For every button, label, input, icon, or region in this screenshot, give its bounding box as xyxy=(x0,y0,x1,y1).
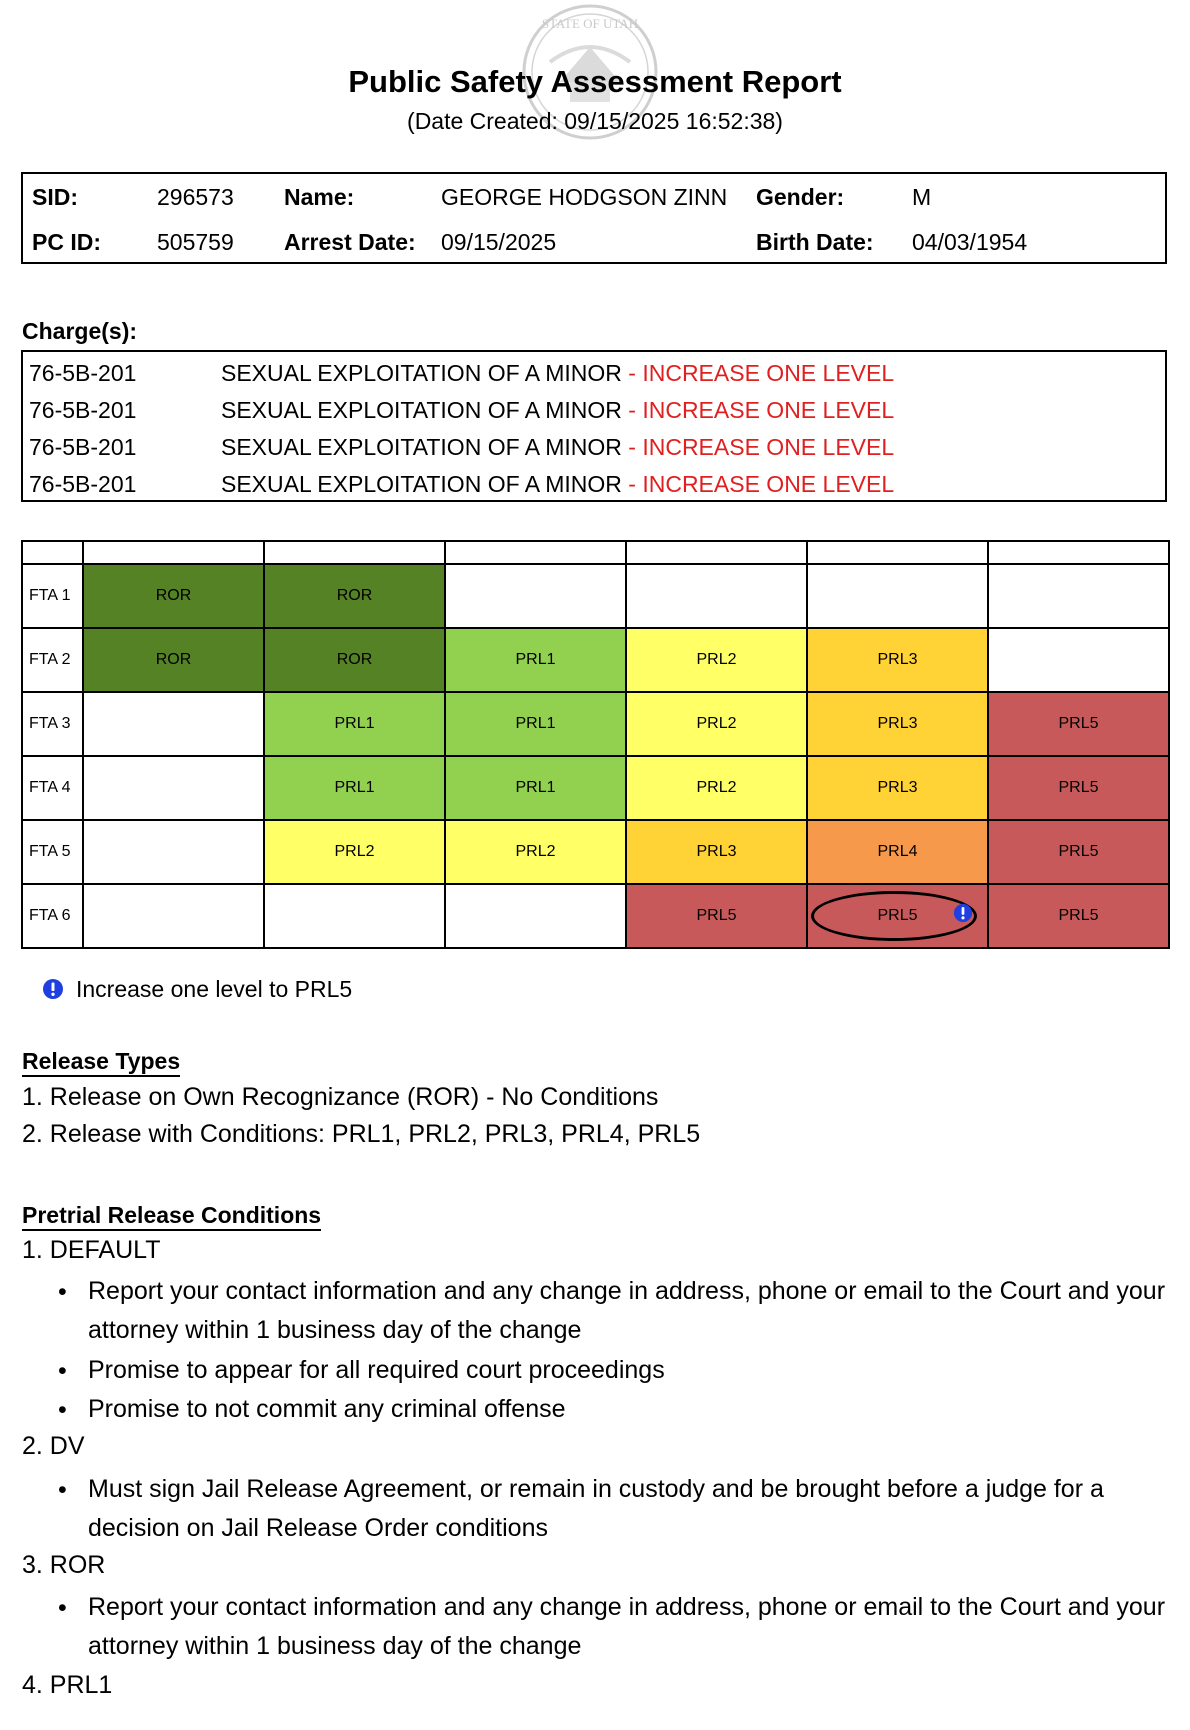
date-created: (Date Created: 09/15/2025 16:52:38) xyxy=(407,108,783,134)
matrix-cell-value: ROR xyxy=(155,651,192,668)
release-matrix xyxy=(21,540,1170,949)
matrix-row-label: FTA 6 xyxy=(22,884,83,948)
increase-note xyxy=(42,976,352,1003)
matrix-cell xyxy=(264,564,445,628)
matrix-cell xyxy=(626,628,807,692)
condition-group-title: 3. ROR xyxy=(22,1551,106,1579)
charge-description: SEXUAL EXPLOITATION OF A MINOR xyxy=(221,397,622,423)
arrest-date-value: 09/15/2025 xyxy=(441,229,557,255)
birth-date-label: Birth Date: xyxy=(756,229,874,255)
matrix-cell-value: PRL2 xyxy=(696,779,737,796)
matrix-cell-value: ROR xyxy=(155,587,192,604)
matrix-cell xyxy=(83,884,264,948)
matrix-cell-value: PRL3 xyxy=(877,715,918,732)
condition-group-title: 1. DEFAULT xyxy=(22,1236,161,1264)
matrix-cell xyxy=(807,628,988,692)
matrix-cell-value: PRL2 xyxy=(515,843,556,860)
condition-group-title: 2. DV xyxy=(22,1432,85,1460)
matrix-cell xyxy=(807,564,988,628)
matrix-cell xyxy=(445,564,626,628)
matrix-cell xyxy=(626,884,807,948)
matrix-cell xyxy=(83,692,264,756)
condition-item: Report your contact information and any change in address, phone or email to the Court and your attorney within 1 business day of the change xyxy=(88,1277,1166,1344)
bullet-marker: • xyxy=(58,1396,67,1424)
bullet-marker: • xyxy=(58,1278,67,1306)
conditions-heading: Pretrial Release Conditions xyxy=(22,1202,321,1231)
matrix-cell xyxy=(83,756,264,820)
arrest-date-label: Arrest Date: xyxy=(284,229,416,255)
alert-icon xyxy=(953,903,973,923)
matrix-cell-value: PRL5 xyxy=(1058,907,1099,924)
matrix-row xyxy=(22,628,1169,692)
matrix-cell xyxy=(264,756,445,820)
matrix-cell xyxy=(807,692,988,756)
svg-text:STATE OF UTAH: STATE OF UTAH xyxy=(541,16,639,31)
matrix-row xyxy=(22,820,1169,884)
name-label: Name: xyxy=(284,184,355,210)
matrix-header-cell xyxy=(264,541,445,564)
condition-item: Promise to appear for all required court proceedings xyxy=(88,1356,665,1384)
matrix-cell-value: PRL2 xyxy=(696,651,737,668)
charge-increase-flag: - INCREASE ONE LEVEL xyxy=(621,434,895,460)
matrix-cell xyxy=(626,756,807,820)
report-title: Public Safety Assessment Report xyxy=(348,64,842,99)
matrix-row-label: FTA 4 xyxy=(22,756,83,820)
matrix-cell-value: PRL1 xyxy=(334,779,375,796)
matrix-cell-value: PRL5 xyxy=(1058,843,1099,860)
condition-group-title: 4. PRL1 xyxy=(22,1671,113,1699)
name-value: GEORGE HODGSON ZINN xyxy=(441,184,728,210)
matrix-cell xyxy=(807,756,988,820)
matrix-cell xyxy=(264,628,445,692)
sid-value: 296573 xyxy=(157,184,234,210)
matrix-cell xyxy=(626,820,807,884)
charges-label: Charge(s): xyxy=(22,318,138,344)
matrix-cell-value: PRL1 xyxy=(515,651,556,668)
release-types-heading: Release Types xyxy=(22,1048,180,1077)
matrix-cell xyxy=(445,692,626,756)
matrix-cell-value: PRL5 xyxy=(877,907,918,924)
matrix-cell-value: PRL1 xyxy=(334,715,375,732)
charge-description: SEXUAL EXPLOITATION OF A MINOR xyxy=(221,360,622,386)
matrix-cell xyxy=(83,564,264,628)
matrix-row xyxy=(22,564,1169,628)
matrix-cell-value: PRL1 xyxy=(515,715,556,732)
matrix-cell xyxy=(445,820,626,884)
matrix-cell-value: PRL2 xyxy=(696,715,737,732)
matrix-cell xyxy=(807,820,988,884)
matrix-cell xyxy=(445,756,626,820)
matrix-cell-value: ROR xyxy=(336,651,373,668)
matrix-row xyxy=(22,692,1169,756)
matrix-cell xyxy=(988,884,1169,948)
charge-code: 76-5B-201 xyxy=(29,360,137,386)
matrix-row xyxy=(22,884,1169,948)
matrix-cell-value: PRL1 xyxy=(515,779,556,796)
matrix-cell-value: PRL5 xyxy=(1058,779,1099,796)
matrix-cell xyxy=(264,820,445,884)
charge-description: SEXUAL EXPLOITATION OF A MINOR xyxy=(221,434,622,460)
matrix-row-label: FTA 3 xyxy=(22,692,83,756)
matrix-header-row xyxy=(22,541,1169,564)
bullet-marker: • xyxy=(58,1357,67,1385)
gender-value: M xyxy=(912,184,932,210)
matrix-cell xyxy=(988,564,1169,628)
release-type-item: 2. Release with Conditions: PRL1, PRL2, PRL3, PRL4, PRL5 xyxy=(22,1120,701,1148)
sid-label: SID: xyxy=(32,184,78,210)
matrix-cell xyxy=(83,820,264,884)
condition-item: Report your contact information and any change in address, phone or email to the Court and your attorney within 1 business day of the change xyxy=(88,1593,1166,1660)
matrix-header-cell xyxy=(988,541,1169,564)
matrix-cell-value: PRL2 xyxy=(334,843,375,860)
matrix-cell xyxy=(988,628,1169,692)
increase-note-text: Increase one level to PRL5 xyxy=(76,976,353,1002)
matrix-cell xyxy=(83,628,264,692)
charge-code: 76-5B-201 xyxy=(29,397,137,423)
matrix-cell xyxy=(445,628,626,692)
alert-icon xyxy=(42,978,64,1000)
matrix-cell-value: PRL3 xyxy=(877,651,918,668)
matrix-row-label: FTA 1 xyxy=(22,564,83,628)
matrix-header-cell xyxy=(22,541,83,564)
condition-item: Must sign Jail Release Agreement, or remain in custody and be brought before a judge for a decision on Jail Release Order conditions xyxy=(88,1475,1104,1542)
charge-increase-flag: - INCREASE ONE LEVEL xyxy=(621,397,895,423)
matrix-header-cell xyxy=(807,541,988,564)
matrix-cell xyxy=(264,692,445,756)
matrix-row-label: FTA 5 xyxy=(22,820,83,884)
matrix-cell xyxy=(626,564,807,628)
condition-item: Promise to not commit any criminal offense xyxy=(88,1395,566,1423)
matrix-cell-value: PRL3 xyxy=(696,843,737,860)
charge-increase-flag: - INCREASE ONE LEVEL xyxy=(621,360,895,386)
gender-label: Gender: xyxy=(756,184,845,210)
matrix-cell xyxy=(988,820,1169,884)
matrix-cell-value: PRL5 xyxy=(1058,715,1099,732)
matrix-cell-value: ROR xyxy=(336,587,373,604)
charge-code: 76-5B-201 xyxy=(29,434,137,460)
charge-code: 76-5B-201 xyxy=(29,471,137,497)
subject-info-box xyxy=(21,172,1167,264)
pcid-label: PC ID: xyxy=(32,229,101,255)
matrix-cell xyxy=(988,692,1169,756)
charge-description: SEXUAL EXPLOITATION OF A MINOR xyxy=(221,471,622,497)
charge-increase-flag: - INCREASE ONE LEVEL xyxy=(621,471,895,497)
matrix-row xyxy=(22,756,1169,820)
bullet-marker: • xyxy=(58,1594,67,1622)
matrix-cell xyxy=(445,884,626,948)
matrix-cell xyxy=(626,692,807,756)
matrix-cell-value: PRL3 xyxy=(877,779,918,796)
charges-box xyxy=(21,350,1167,502)
birth-date-value: 04/03/1954 xyxy=(912,229,1028,255)
pcid-value: 505759 xyxy=(157,229,234,255)
matrix-header-cell xyxy=(83,541,264,564)
matrix-cell xyxy=(264,884,445,948)
bullet-marker: • xyxy=(58,1476,67,1504)
matrix-cell xyxy=(988,756,1169,820)
matrix-row-label: FTA 2 xyxy=(22,628,83,692)
matrix-header-cell xyxy=(626,541,807,564)
matrix-header-cell xyxy=(445,541,626,564)
matrix-cell xyxy=(807,884,988,948)
release-type-item: 1. Release on Own Recognizance (ROR) - No Conditions xyxy=(22,1083,659,1111)
matrix-cell-value: PRL4 xyxy=(877,843,918,860)
matrix-cell-value: PRL5 xyxy=(696,907,737,924)
